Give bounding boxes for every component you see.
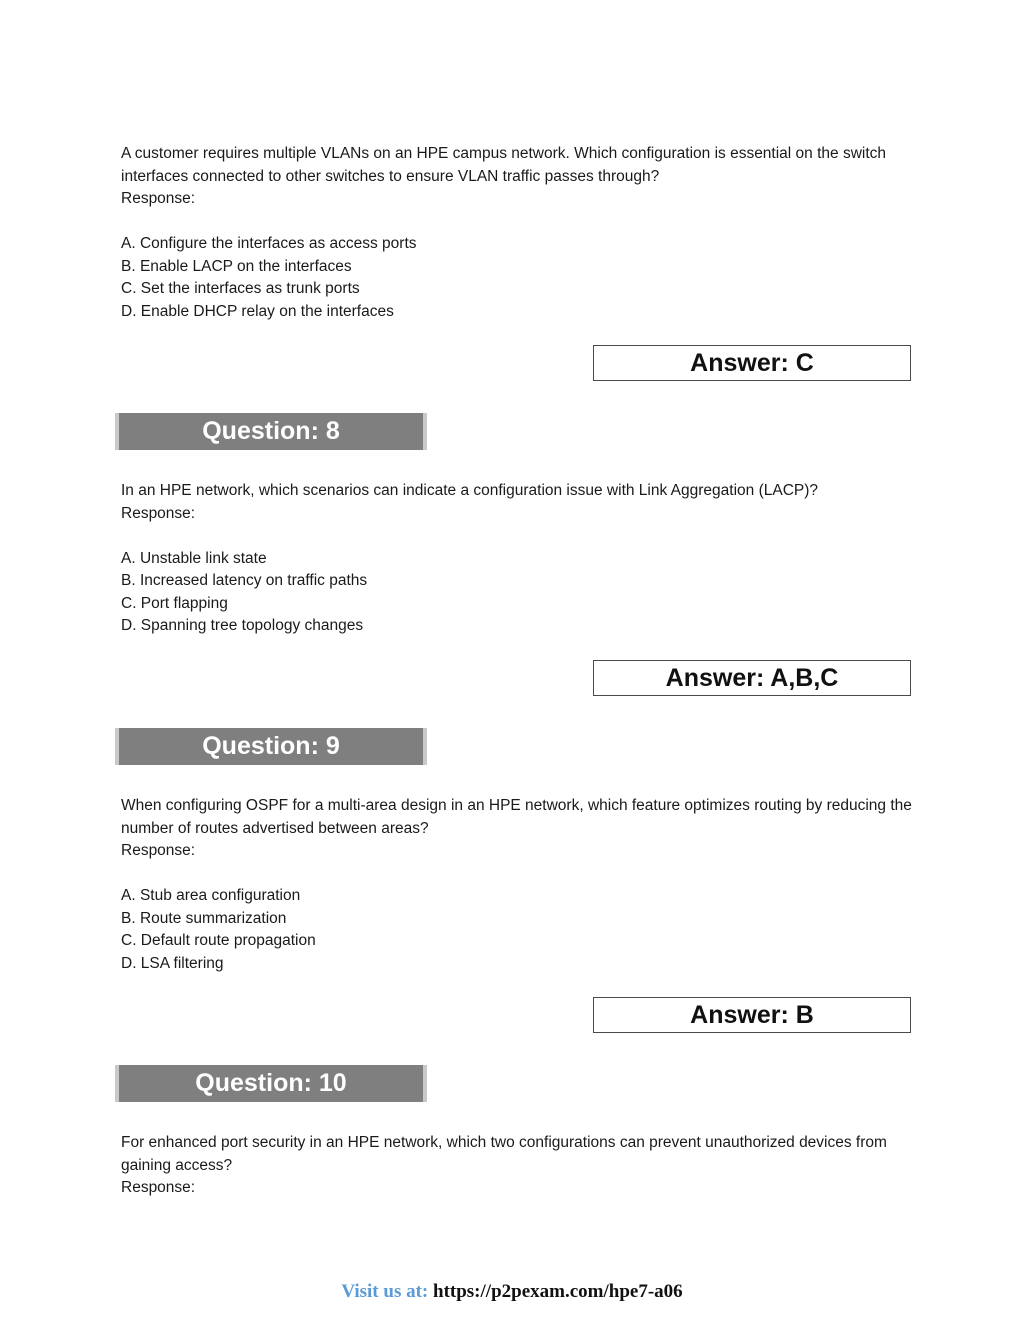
option-b: B. Enable LACP on the interfaces [121, 257, 352, 275]
option-a: A. Unstable link state [121, 549, 267, 567]
page-footer [0, 1281, 1024, 1303]
option-c: C. Set the interfaces as trunk ports [121, 280, 360, 297]
question-8-body [121, 480, 921, 638]
question-9-text: When configuring OSPF for a multi-area design in an HPE network, which feature optimizes routing by reducing the number of routes advertised between areas? [121, 797, 912, 837]
question-7-text: A customer requires multiple VLANs on an HPE campus network. Which configuration is essential on the switch interfaces connected to other switches to ensure VLAN traffic passes through? [121, 145, 887, 185]
footer-lead: Visit us at: [341, 1281, 429, 1302]
question-7-body [121, 143, 921, 323]
footer-url-link[interactable]: https://p2pexam.com/hpe7-a06 [433, 1281, 683, 1302]
option-b: B. Route summarization [121, 909, 287, 927]
option-c: C. Port flapping [121, 594, 228, 612]
option-d: D. LSA filtering [121, 954, 224, 972]
option-c: C. Default route propagation [121, 932, 316, 949]
question-9-answer: Answer: B [593, 997, 911, 1033]
question-10-text: For enhanced port security in an HPE network, which two configurations can prevent unauthorized devices from gaining access? [121, 1134, 887, 1174]
question-10-response-label: Response: [121, 1179, 196, 1196]
question-8-answer: Answer: A,B,C [593, 660, 911, 696]
question-7-response-label: Response: [121, 190, 196, 207]
question-7-options [121, 233, 921, 323]
question-9-body [121, 795, 921, 975]
question-9-response-label: Response: [121, 842, 196, 859]
option-b: B. Increased latency on traffic paths [121, 572, 368, 589]
question-8-response-label: Response: [121, 504, 196, 522]
option-a: A. Configure the interfaces as access ports [121, 235, 417, 252]
option-d: D. Enable DHCP relay on the interfaces [121, 302, 394, 320]
question-8-options [121, 548, 921, 638]
question-9-options [121, 885, 921, 975]
option-a: A. Stub area configuration [121, 887, 301, 904]
question-10-body [121, 1132, 921, 1200]
question-8-text: In an HPE network, which scenarios can indicate a configuration issue with Link Aggregation (LACP)? [121, 482, 819, 499]
question-8-header: Question: 8 [115, 413, 427, 450]
option-d: D. Spanning tree topology changes [121, 617, 364, 634]
question-7-answer: Answer: C [593, 345, 911, 381]
question-9-header: Question: 9 [115, 728, 427, 765]
question-10-header: Question: 10 [115, 1065, 427, 1102]
